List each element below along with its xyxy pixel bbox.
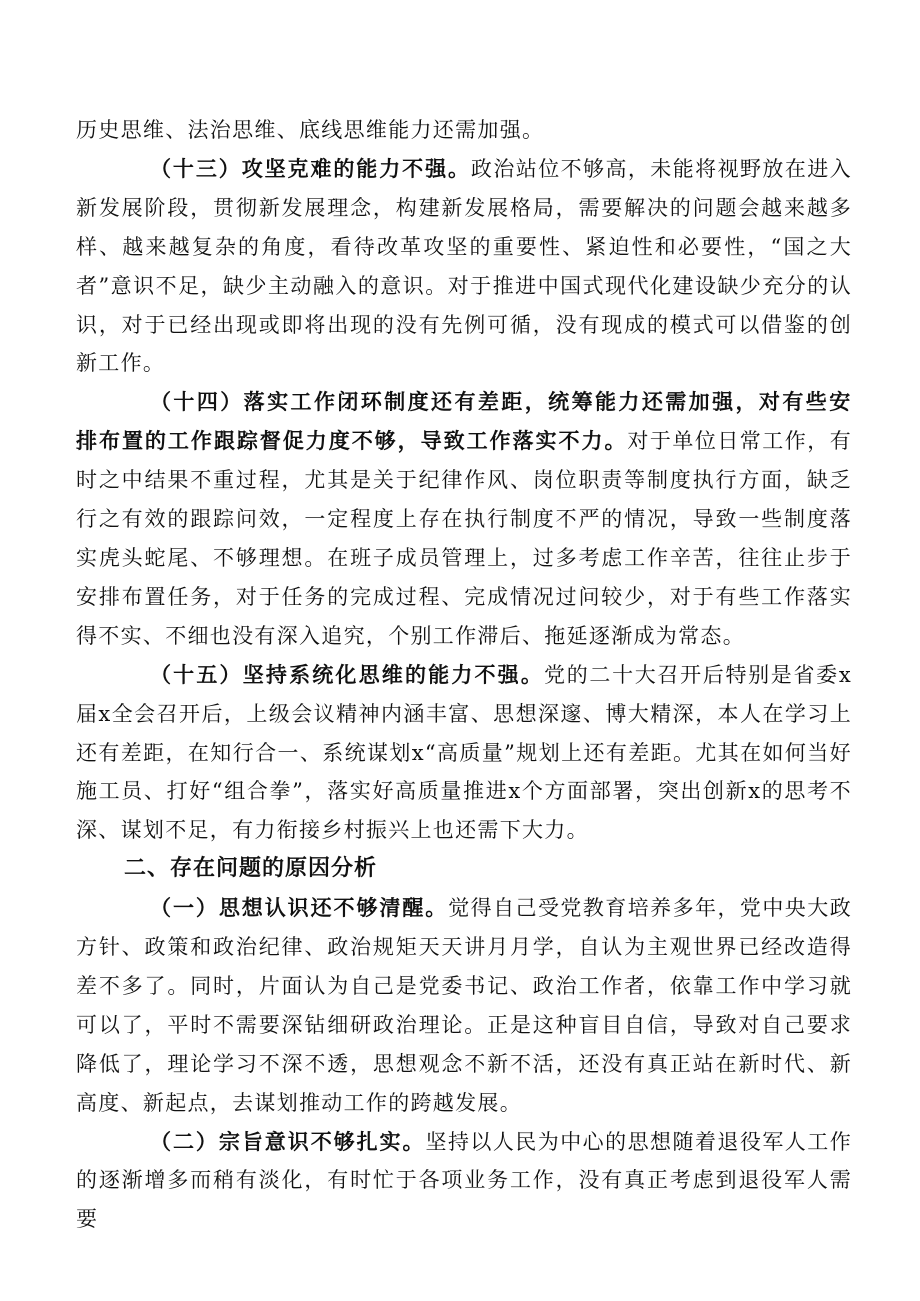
paragraph-lead: （二）宗旨意识不够扎实。 [150, 1129, 426, 1154]
paragraph-reason-1 [76, 889, 852, 1122]
paragraph-lead: （十四）落实工作闭环制度还有差距，统筹能力还需加强，对有些安排布置的工作跟踪督促力度不够，导致工作落实不力。 [76, 390, 852, 454]
paragraph-text: 党的二十大召开后特别是省委x届x全会召开后，上级会议精神内涵丰富、思想深邃、博大精深，本人在学习上还有差距，在知行合一、系统谋划x“高质量”规划上还有差距。尤其在如何当好施工员、打好“组合拳”，落实好高质量推进x个方面部署，突出创新x的思考不深、谋划不足，有力衔接乡村振兴上也还需下大力。 [76, 662, 852, 843]
paragraph-text: 觉得自己受党教育培养多年，党中央大政方针、政策和政治纪律、政治规矩天天讲月月学，自认为主观世界已经改造得差不多了。同时，片面认为自己是党委书记、政治工作者，依靠工作中学习就可以了，平时不需要深钻细研政治理论。正是这种盲目自信，导致对自己要求降低了，理论学习不深不透，思想观念不新不活，还没有真正站在新时代、新高度、新起点，去谋划推动工作的跨越发展。 [76, 896, 852, 1115]
paragraph-lead: （十五）坚持系统化思维的能力不强。 [150, 662, 545, 687]
paragraph-text: 历史思维、法治思维、底线思维能力还需加强。 [76, 118, 545, 142]
paragraph-lead: （十三）攻坚克难的能力不强。 [150, 156, 471, 181]
paragraph-text: 对于单位日常工作，有时之中结果不重过程，尤其是关于纪律作风、岗位职责等制度执行方面，缺乏行之有效的跟踪问效，一定程度上存在执行制度不严的情况，导致一些制度落实虎头蛇尾、不够理想。在班子成员管理上，过多考虑工作辛苦，往往止步于安排布置任务，对于任务的完成过程、完成情况过问较少，对于有些工作落实得不实、不细也没有深入追究，个别工作滞后、拖延逐渐成为常态。 [76, 429, 853, 648]
paragraph-item-14 [76, 383, 852, 655]
paragraph-continuation [76, 111, 852, 150]
document-body [76, 111, 852, 1239]
paragraph-text: 坚持以人民为中心的思想随着退役军人工作的逐渐增多而稍有淡化，有时忙于各项业务工作，没有真正考虑到退役军人需要 [76, 1129, 852, 1232]
paragraph-text: 政治站位不够高，未能将视野放在进入新发展阶段，贯彻新发展理念，构建新发展格局，需要解决的问题会越来越多样、越来越复杂的角度，看待改革攻坚的重要性、紧迫性和必要性，“国之大者”意识不足，缺少主动融入的意识。对于推进中国式现代化建设缺少充分的认识，对于已经出现或即将出现的没有先例可循，没有现成的模式可以借鉴的创新工作。 [76, 156, 852, 376]
paragraph-lead: （一）思想认识还不够清醒。 [150, 896, 449, 921]
paragraph-item-13 [76, 150, 852, 383]
paragraph-item-15 [76, 656, 852, 851]
section-heading: 二、存在问题的原因分析 [124, 856, 378, 882]
paragraph-reason-2 [76, 1123, 852, 1240]
